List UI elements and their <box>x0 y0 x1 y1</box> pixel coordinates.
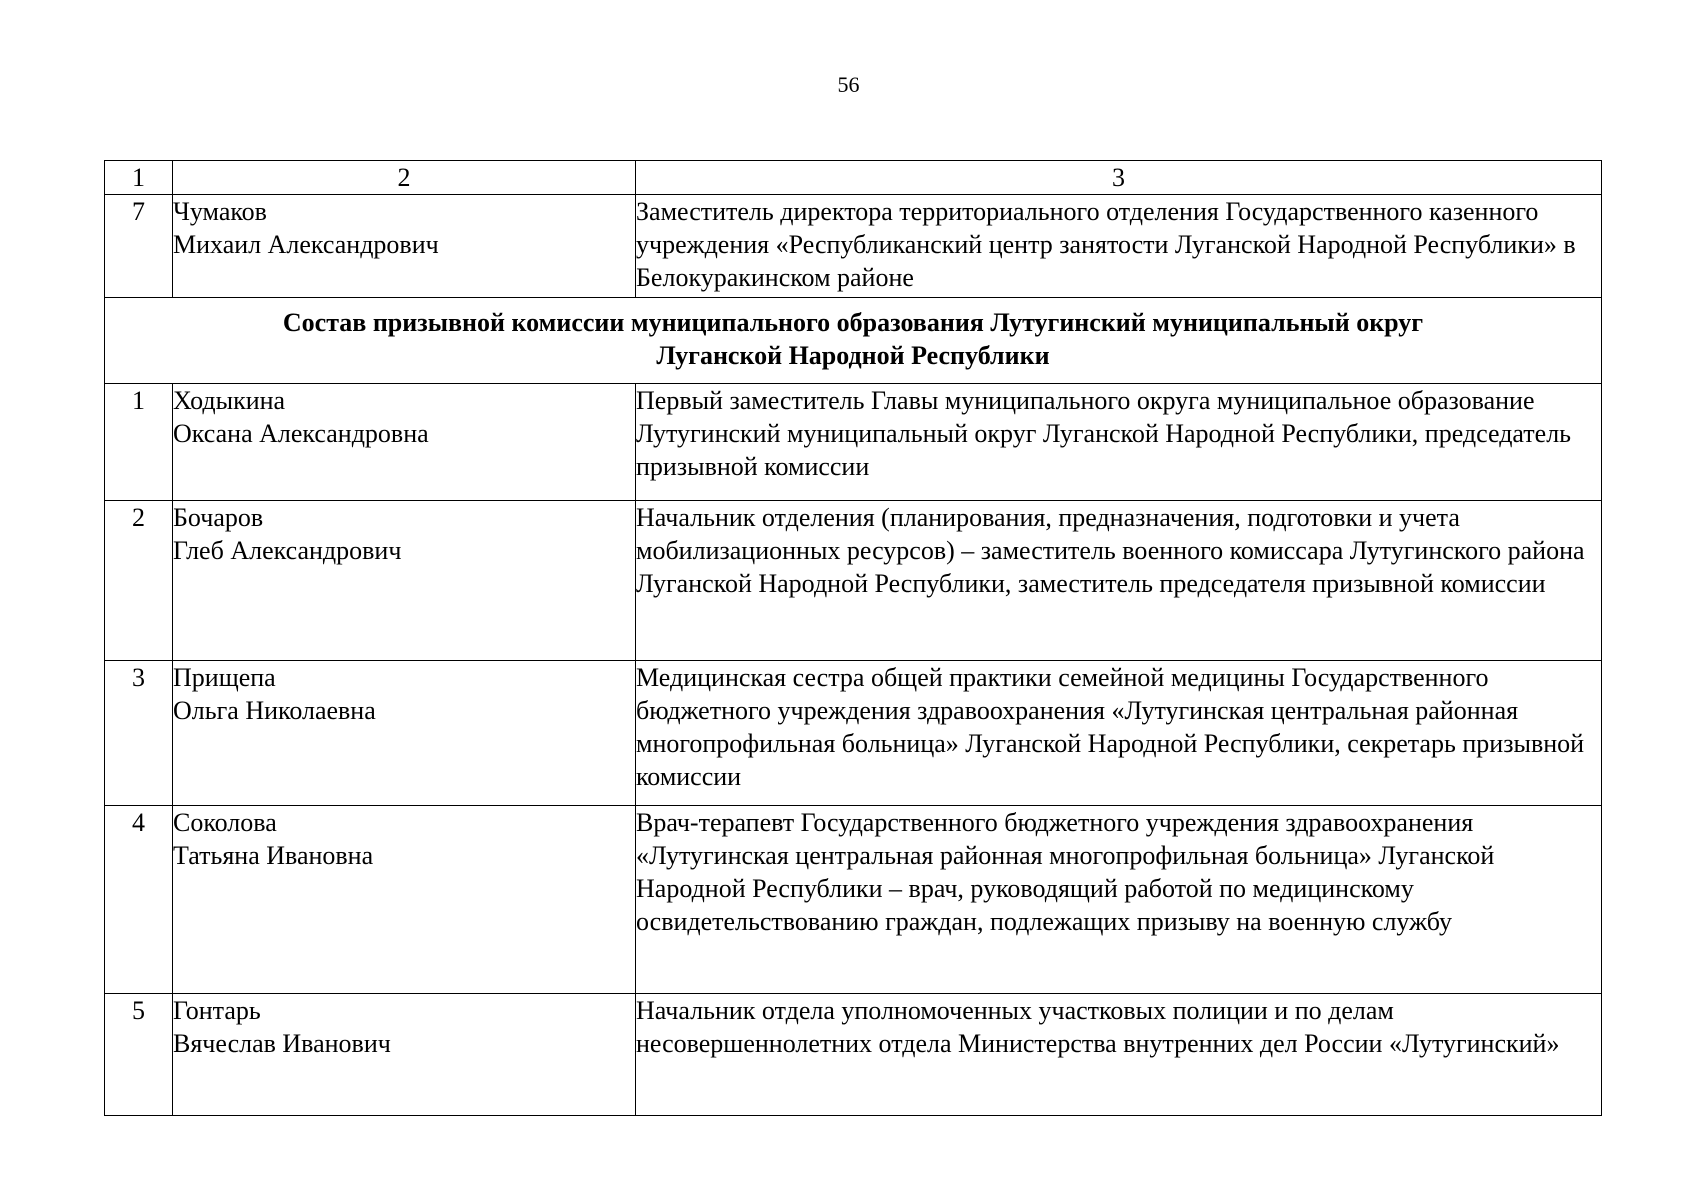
section-heading-line-2: Луганской Народной Республики <box>656 341 1050 370</box>
member-given-names: Оксана Александровна <box>173 419 429 448</box>
member-surname: Прищепа <box>173 663 276 692</box>
row-number: 1 <box>105 384 173 501</box>
table-row <box>105 195 1602 298</box>
column-header-1: 1 <box>105 161 173 195</box>
table-row <box>105 806 1602 994</box>
table-row <box>105 384 1602 501</box>
section-heading-line-1: Состав призывной комиссии муниципального образования Лутугинский муниципальный округ <box>282 308 1424 337</box>
member-position: Медицинская сестра общей практики семейной медицины Государственного бюджетного учреждения здравоохранения «Лутугинская центральная районная многопрофильная больница» Луганской Народной Республики, секретарь призывной комиссии <box>636 661 1602 806</box>
section-heading-row <box>105 298 1602 384</box>
member-name <box>173 994 636 1116</box>
member-surname: Ходыкина <box>173 386 286 415</box>
member-given-names: Татьяна Ивановна <box>173 841 374 870</box>
member-position: Первый заместитель Главы муниципального округа муниципальное образование Лутугинский муниципальный округ Луганской Народной Республики, председатель призывной комиссии <box>636 384 1602 501</box>
member-name <box>173 661 636 806</box>
member-name <box>173 384 636 501</box>
member-position: Заместитель директора территориального отделения Государственного казенного учреждения «Республиканский центр занятости Луганской Народной Республики» в Белокуракинском районе <box>636 195 1602 298</box>
commission-table <box>104 160 1602 1116</box>
section-heading <box>105 298 1602 384</box>
member-position: Врач-терапевт Государственного бюджетного учреждения здравоохранения «Лутугинская центральная районная многопрофильная больница» Луганской Народной Республики – врач, руководящий работой по медицинскому освидетельствованию граждан, подлежащих призыву на военную службу <box>636 806 1602 994</box>
page-number: 56 <box>837 72 860 97</box>
member-given-names: Глеб Александрович <box>173 536 402 565</box>
row-number: 3 <box>105 661 173 806</box>
table-header-row <box>105 161 1602 195</box>
table-row <box>105 661 1602 806</box>
member-surname: Бочаров <box>173 503 264 532</box>
member-given-names: Вячеслав Иванович <box>173 1029 391 1058</box>
column-header-3: 3 <box>636 161 1602 195</box>
member-name <box>173 501 636 661</box>
member-position: Начальник отделения (планирования, предназначения, подготовки и учета мобилизационных ресурсов) – заместитель военного комиссара Лутугинского района Луганской Народной Республики, заместитель председателя призывной комиссии <box>636 501 1602 661</box>
member-surname: Чумаков <box>173 197 267 226</box>
table-row <box>105 501 1602 661</box>
member-name <box>173 806 636 994</box>
row-number: 5 <box>105 994 173 1116</box>
table-row <box>105 994 1602 1116</box>
column-header-2: 2 <box>173 161 636 195</box>
member-position: Начальник отдела уполномоченных участковых полиции и по делам несовершеннолетних отдела Министерства внутренних дел России «Лутугинский» <box>636 994 1602 1116</box>
member-given-names: Михаил Александрович <box>173 230 439 259</box>
member-name <box>173 195 636 298</box>
row-number: 2 <box>105 501 173 661</box>
member-surname: Гонтарь <box>173 996 261 1025</box>
row-number: 7 <box>105 195 173 298</box>
member-surname: Соколова <box>173 808 277 837</box>
row-number: 4 <box>105 806 173 994</box>
member-given-names: Ольга Николаевна <box>173 696 376 725</box>
